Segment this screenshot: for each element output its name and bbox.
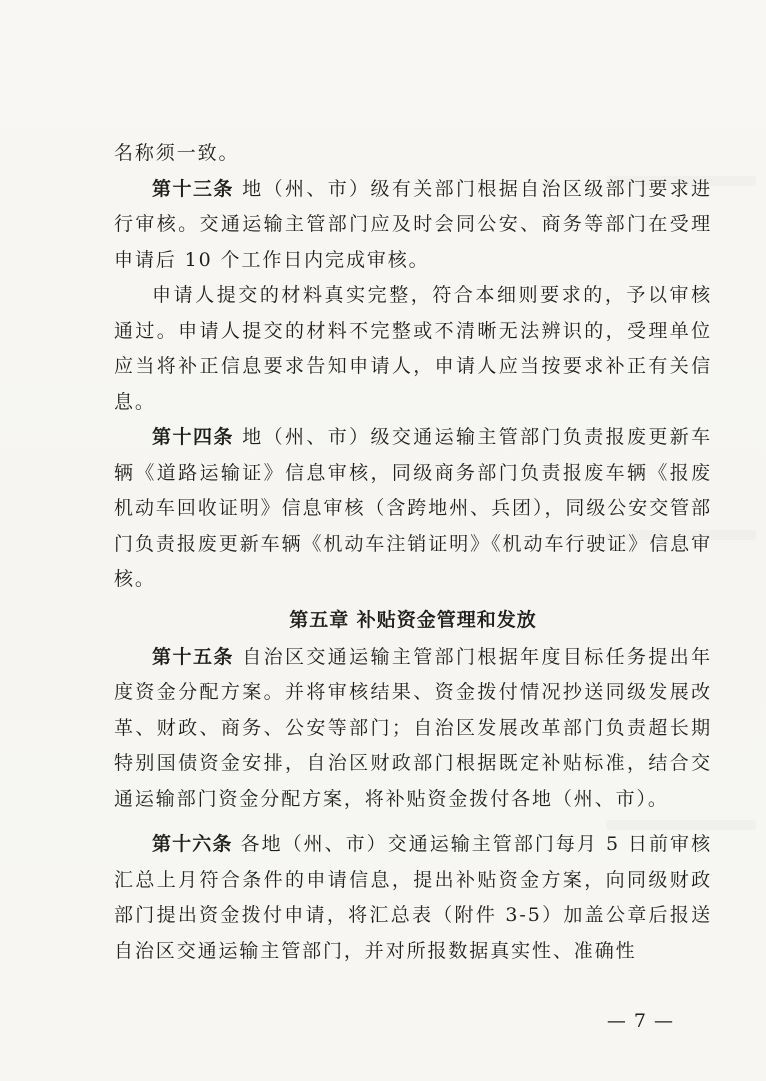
document-body xyxy=(114,136,712,969)
article-13-heading: 第十三条 xyxy=(152,177,234,200)
article-14 xyxy=(114,420,712,598)
article-13-clause-text: 申请人提交的材料真实完整，符合本细则要求的，予以审核通过。申请人提交的材料不完整或不清晰无法辨识的，受理单位应当将补正信息要求告知申请人，申请人应当按要求补正有关信息。 xyxy=(114,284,712,413)
article-14-text: 地（州、市）级交通运输主管部门负责报废更新车辆《道路运输证》信息审核，同级商务部门负责报废车辆《报废机动车回收证明》信息审核（含跨地州、兵团），同级公安交管部门负责报废更新车辆《机动车注销证明》《机动车行驶证》信息审核。 xyxy=(114,426,712,590)
article-13-clause xyxy=(114,278,712,420)
chapter-title: 第五章 补贴资金管理和发放 xyxy=(289,608,537,631)
article-15 xyxy=(114,640,712,818)
paragraph-1-text: 名称须一致。 xyxy=(114,142,240,164)
article-14-heading: 第十四条 xyxy=(152,426,234,448)
article-16 xyxy=(114,827,712,969)
article-16-text: 各地（州、市）交通运输主管部门每月 5 日前审核汇总上月符合条件的申请信息，提出补贴资金方案，向同级财政部门提出资金拨付申请，将汇总表（附件 3-5）加盖公章后报送自治区交通运输主管部门，并对所报数据真实性、准确性 xyxy=(114,833,712,962)
article-15-text: 自治区交通运输主管部门根据年度目标任务提出年度资金分配方案。并将审核结果、资金拨付情况抄送同级发展改革、财政、商务、公安等部门；自治区发展改革部门负责超长期特别国债资金安排，自治区财政部门根据既定补贴标准，结合交通运输部门资金分配方案，将补贴资金拨付各地（州、市）。 xyxy=(114,645,712,810)
article-13 xyxy=(114,172,712,279)
article-15-heading: 第十五条 xyxy=(152,645,234,668)
article-16-heading: 第十六条 xyxy=(152,833,233,855)
paragraph-1 xyxy=(114,136,712,172)
page-number: — 7 — xyxy=(606,1010,674,1032)
article-13-text: 地（州、市）级有关部门根据自治区级部门要求进行审核。交通运输主管部门应及时会同公安、商务等部门在受理申请后 10 个工作日内完成审核。 xyxy=(114,177,712,271)
